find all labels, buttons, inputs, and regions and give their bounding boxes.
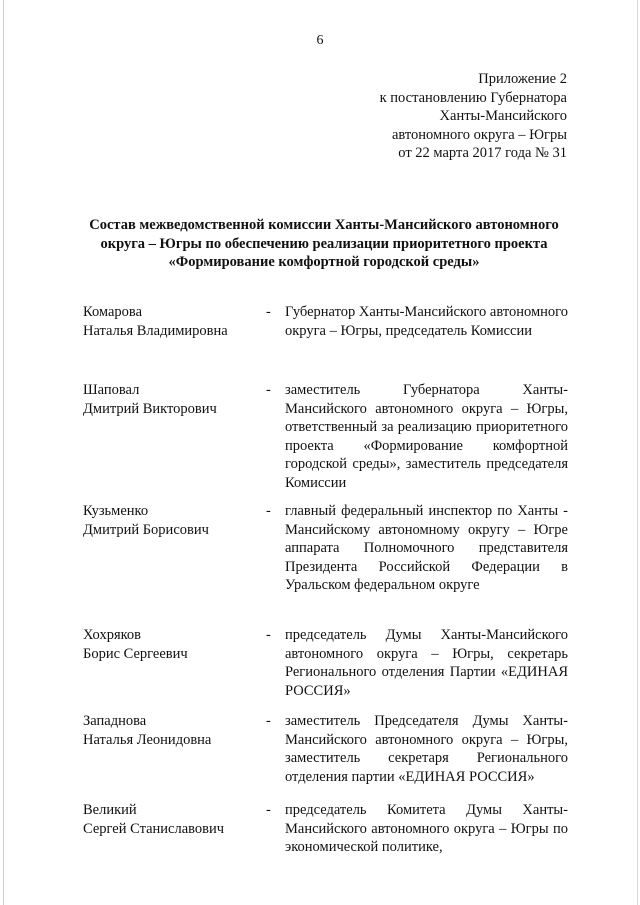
member-role: Губернатор Ханты-Мансийского автономного округа – Югры, председатель Комиссии: [285, 304, 568, 339]
member-given-names: Дмитрий Борисович: [83, 521, 209, 538]
member-role: заместитель Председателя Думы Ханты-Мансийского автономного округа – Югры, заместитель секретаря Регионального отделения партии «ЕДИНАЯ РОССИЯ»: [285, 713, 568, 785]
member-role: заместитель Губернатора Ханты-Мансийского автономного округа – Югры, ответственный за реализацию приоритетного проекта «Формирование комфортной городской среды», заместитель председателя Комиссии: [285, 382, 568, 491]
member-name: [83, 801, 266, 857]
member-dash: -: [266, 802, 271, 818]
member-dash: -: [266, 713, 271, 729]
member-given-names: Наталья Леонидовна: [83, 731, 212, 748]
member-surname: Шаповал: [83, 382, 140, 398]
member-given-names: Сергей Станиславович: [83, 820, 225, 837]
page-number: 6: [316, 33, 324, 48]
member-row: [83, 712, 568, 801]
member-row: [83, 502, 568, 626]
member-row: [83, 626, 568, 712]
member-dash: -: [266, 304, 271, 320]
appendix-line: к постановлению Губернатора: [379, 89, 567, 106]
member-given-names: Наталья Владимировна: [83, 322, 228, 339]
member-role: председатель Комитета Думы Ханты-Мансийского автономного округа – Югры по экономической политике,: [285, 802, 568, 855]
member-surname: Комарова: [83, 304, 143, 320]
member-name: [83, 381, 266, 502]
members-list: [83, 303, 568, 857]
member-name: [83, 502, 266, 626]
member-name: [83, 303, 266, 377]
member-dash: -: [266, 503, 271, 519]
member-row: [83, 801, 568, 857]
appendix-line: Приложение 2: [478, 71, 567, 87]
appendix-header: [380, 70, 567, 163]
member-given-names: Борис Сергеевич: [83, 645, 188, 662]
member-surname: Хохряков: [83, 627, 142, 643]
document-title: Состав межведомственной комиссии Ханты-Мансийского автономного округа – Югры по обеспечению реализации приоритетного проекта «Формирование комфортной городской среды»: [89, 217, 559, 270]
appendix-line: от 22 марта 2017 года № 31: [398, 145, 567, 161]
member-dash: -: [266, 627, 271, 643]
member-dash: -: [266, 382, 271, 398]
member-row: [83, 303, 568, 377]
member-row: [83, 381, 568, 502]
appendix-line: Ханты-Мансийского: [439, 108, 567, 124]
member-given-names: Дмитрий Викторович: [83, 400, 217, 417]
member-role: главный федеральный инспектор по Ханты - Мансийскому автономному округу – Югре аппарата Полномочного представителя Президента Российской Федерации в Уральском федеральном округе: [285, 503, 568, 593]
member-surname: Кузьменко: [83, 503, 149, 519]
member-name: [83, 712, 266, 801]
scan-right-edge: [637, 0, 638, 905]
member-role: председатель Думы Ханты-Мансийского автономного округа – Югры, секретарь Регионального отделения Партии «ЕДИНАЯ РОССИЯ»: [285, 627, 568, 699]
member-surname: Великий: [83, 802, 137, 818]
appendix-line: автономного округа – Югры: [391, 126, 567, 143]
member-surname: Западнова: [83, 713, 147, 729]
scan-left-edge: [3, 0, 4, 905]
member-name: [83, 626, 266, 712]
